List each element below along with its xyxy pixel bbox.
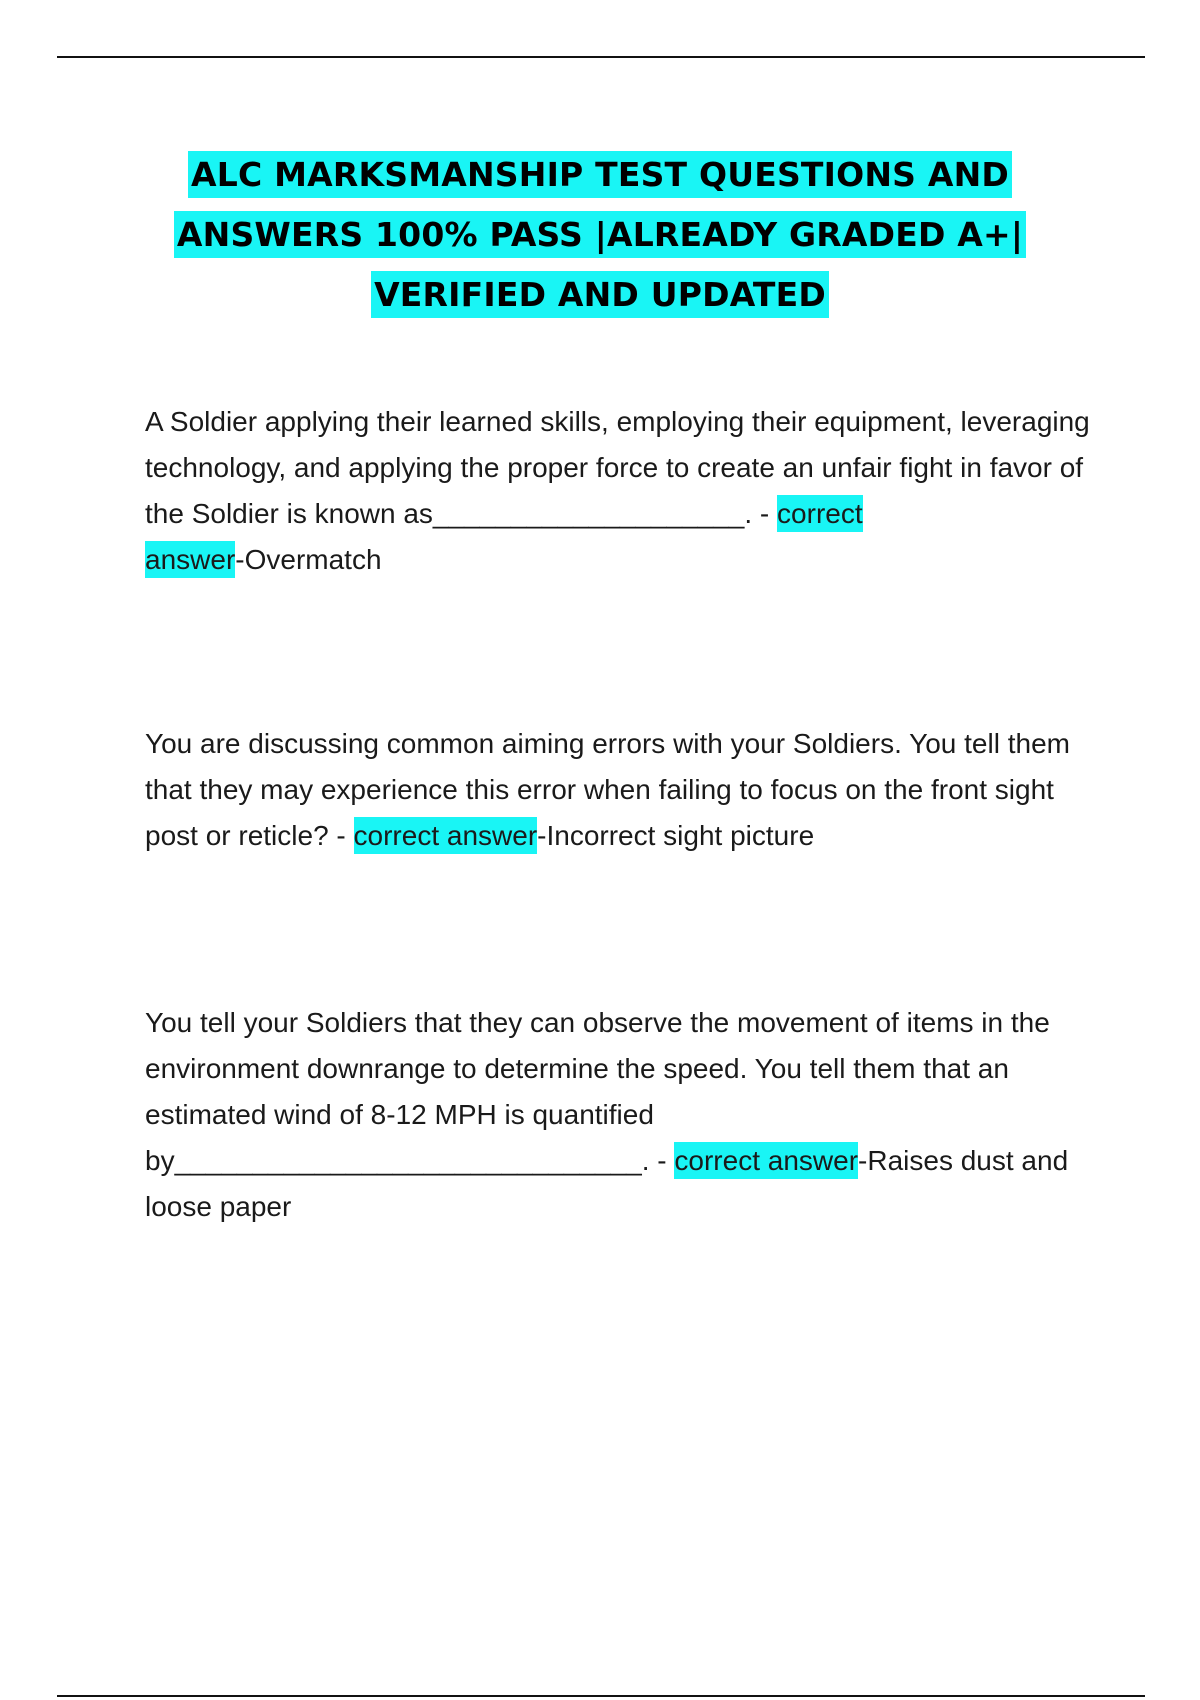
qa-item-3 [145,1000,1090,1230]
header-divider [57,56,1145,58]
title-line-2: ANSWERS 100% PASS |ALREADY GRADED A+| [174,211,1026,258]
answer-text: -Raises dust and loose paper [145,1145,1069,1222]
question-text: A Soldier applying their learned skills, employing their equipment, leveraging technology, and applying the proper force to create an unfair fight in favor of the Soldier is known as____________________. - [145,406,1090,529]
question-text-blank: by______________________________. - [145,1145,675,1176]
title-line-1: ALC MARKSMANSHIP TEST QUESTIONS AND [188,151,1012,198]
answer-marker-highlight: correct [777,495,863,532]
question-text: You tell your Soldiers that they can observe the movement of items in the environment downrange to determine the speed. You tell them that an estimated wind of 8-12 MPH is quantified [145,1007,1050,1130]
answer-text: -Incorrect sight picture [537,820,815,851]
title-line-3: VERIFIED AND UPDATED [371,271,829,318]
footer-divider [57,1695,1145,1697]
answer-marker-highlight: correct answer [674,1142,858,1179]
answer-marker-highlight: answer [145,541,235,578]
document-title [100,145,1100,325]
answer-marker-highlight: correct answer [354,817,538,854]
qa-item-1 [145,399,1090,583]
question-text: You are discussing common aiming errors with your Soldiers. You tell them that they may experience this error when failing to focus on the front sight post or reticle? - [145,728,1070,851]
answer-text: -Overmatch [235,544,382,575]
qa-item-2 [145,721,1090,859]
